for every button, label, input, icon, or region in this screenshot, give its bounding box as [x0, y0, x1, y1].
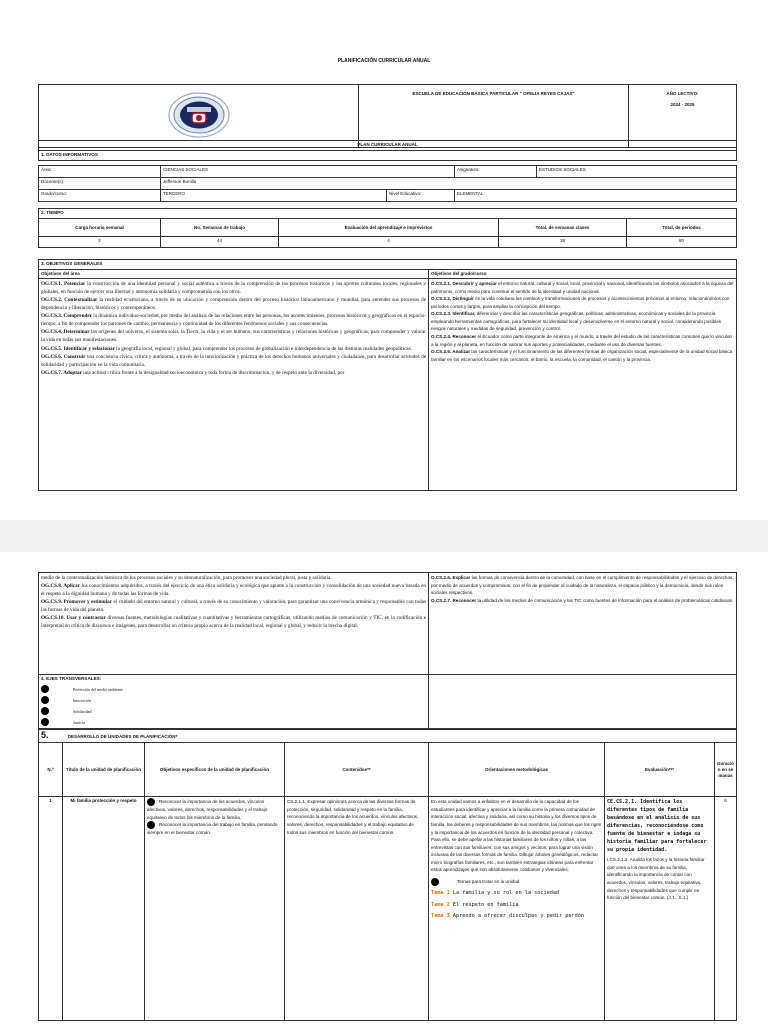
objetivos-heading: 3. OBJETIVOS GENERALES — [39, 260, 737, 270]
school-name: ESCUELA DE EDUCACIÓN BÁSICA PARTICULAR " OFELIA REYES CAJAS" — [359, 85, 629, 148]
grado-label: Grado/curso: — [39, 190, 161, 202]
objetivo-area-item: OG.CS.9. Promover y estimular el cuidado del entorno natural y cultural, a través de su conocimiento y valoración, para garantizar una convivencia armónica y responsable con todas las formas de vida del planeta. — [41, 599, 426, 614]
objetivos-grado-title: Objetivos del grado/curso — [429, 270, 737, 279]
bullet-icon — [147, 798, 155, 806]
unidades-table — [38, 728, 737, 1021]
tiempo-value-semanas: 44 — [161, 237, 279, 248]
bullet-icon — [147, 821, 155, 829]
unit-header-num: N.º — [39, 743, 63, 797]
tiempo-heading: 2. TIEMPO — [39, 209, 737, 219]
docente-value: Jefferson Bonilla — [161, 178, 737, 190]
tiempo-value-carga: 2 — [39, 237, 161, 248]
objetivo-grado-item: O.CS.2.7. Reconocer la utilidad de los medios de comunicación y las TIC como fuentes de información para el análisis de problemáticas cotidianas. — [431, 597, 734, 603]
eje-item: Justicia — [41, 717, 426, 728]
eje-item: Protección del medio ambiente — [41, 684, 426, 695]
section5-heading — [39, 729, 737, 743]
objetivos-area-list-continued — [39, 573, 429, 675]
tiempo-header-carga: Carga horaria semanal — [39, 219, 161, 237]
tema-item: Tema 2 El respeto en familia — [431, 901, 519, 908]
unit-duracion: 6 — [715, 797, 737, 1021]
school-logo-cell — [39, 85, 359, 148]
header-table — [38, 84, 737, 148]
objetivo-area-item: OG.CS.1. Potenciar la construcción de una identidad personal y social auténtica a través de la comprensión de los procesos históricos y los aportes culturales locales, regionales y globales, en función de ejercer una libertad y autonomía solidaria y comprometida con los otros. — [41, 281, 426, 296]
objetivo-area-item: OG.CS.2. Contextualizar la realidad ecuatoriana, a través de su ubicación y comprensión dentro del proceso histórico latinoamericano y mundial, para entender sus procesos de dependencia y liberación, históricos y contemporáneos. — [41, 297, 427, 312]
school-logo — [168, 92, 230, 138]
ejes-empty-cell — [429, 675, 737, 730]
objetivo-area-item: OG.CS.7. Adoptar una actitud crítica frente a la desigualdad socioeconómica y toda forma de discriminación, y de respeto ante la diversidad, por — [41, 369, 345, 376]
bullet-icon — [41, 707, 49, 715]
objetivo-area-item: OG.CS.4. Determinar los orígenes del universo, el sistema solar, la Tierra, la vida y el ser humano, sus características y relaciones históricas y geográficas, para comprender y valorar la vida en todas sus manifestaciones. — [41, 329, 426, 344]
tema-item: Tema 3 Aprendo a ofrecer disculpas y pedir perdón — [431, 913, 585, 920]
unit-num: 1 — [39, 797, 63, 1021]
objetivo-area-item: OG.CS.5. Identificar y relacionar la geografía local, regional y global, para comprender los procesos de globalización e interdependencia de las distintas realidades geopolíticas. — [41, 345, 412, 352]
unit-contenidos: CS.2.1.1. Expresar opiniones acerca de las diversas formas de protección, seguridad, solidaridad y respeto en la familia, reconociendo la importancia de los acuerdos, vínculos afectivos, valores, derechos, responsabilidades y el trabajo equitativo de todos sus miembros en función del bienestar común. — [285, 797, 429, 1021]
section5-number: 5. — [41, 730, 49, 740]
tiempo-table — [38, 208, 737, 248]
unit-objetivo-1: Reconocer la importancia de los acuerdos, vínculos afectivos, valores, derechos, responsabilidades y el trabajo equitativo de todos los miembros de la familia. — [147, 799, 268, 820]
objetivos-grado-list — [429, 279, 737, 491]
unit-orientaciones-text: En esta unidad vamos a enfatizar en el desarrollo de la capacidad de los estudiantes para identificar y apreciar a la familia como la primera comunidad de interacción social, afectiva y solidaria, así como su historia y los diversos tipos de familia, los deberes y responsabilidades de sus miembros, las normas que los rigen y la importancia de los acuerdos en función de la identidad personal y colectiva. Para ello, se debe apelar a las historias familiares de los niños y niñas, a las entrevistas con sus familiares, con sus amigos y vecinos, para lograr una visión inclusiva de las diversas formas de familia. Dibujar árboles genealógicos, redactar micro biografías familiares, etc., son también estrategias idóneas para enfrentar estos aprendizajes que son absolutamente cotidianos y vivenciales. — [431, 799, 602, 873]
objetivos-area-list — [39, 279, 429, 491]
objetivos-area-title: Objetivos del área — [39, 270, 429, 279]
tiempo-header-semanas: No. Semanas de trabajo — [161, 219, 279, 237]
school-year-value: 2024 - 2025 — [670, 101, 695, 107]
objetivo-area-lead: medio de la contextualización histórica de los procesos sociales y su desnaturalización, para promover una sociedad plural, justa y solidaria. — [41, 575, 332, 581]
document-title: PLANIFICACIÓN CURRICULAR ANUAL — [337, 58, 431, 64]
unit-objetivos — [145, 797, 285, 1021]
objetivo-grado-item: O.CS.2.6. Explicar las formas de convivencia dentro de la comunidad, con base en el cumplimiento de responsabilidades y el ejercicio de derechos, por medio de acuerdos y compromisos, con el fin de propender al cuidado de la naturaleza, el espacio público y la democracia, desde sus roles sociales respectivos. — [431, 575, 734, 596]
objetivo-area-item: OG.CS.10. Usar y contrastar diversas fuentes, metodologías cualitativas y cuantitativas y herramientas cartográficas, utilizando medios de comunicación y TIC, en la codificación e interpretación crítica de discursos e imágenes, para desarrollar un criterio propio acerca de la realidad local, regional y global, y reducir la brecha digital. — [41, 615, 426, 630]
unit-header-orientaciones: Orientaciones metodológicas — [429, 743, 605, 797]
ejes-heading: 4. EJES TRANSVERSALES: — [41, 676, 102, 681]
objetivo-grado-item: O.CS.2.5. Analizar las características y el funcionamiento de las diferentes formas de organización social, especialmente de la unidad social básica familiar en los escenarios locales más cercanos: el barrio, la escuela, la comunidad, el cantón y la provincia. — [431, 349, 733, 362]
objetivos-table — [38, 259, 737, 491]
unit-header-evaluacion: Evaluación*** — [605, 743, 715, 797]
unit-objetivo-2: Reconocer la importancia del trabajo en familia, pensando siempre en el bienestar común. — [147, 822, 278, 836]
objetivos-grado-list-continued — [429, 573, 737, 675]
area-label: Área: — [39, 166, 161, 178]
objetivo-area-item: OG.CS.3. Comprender la dinámica individuo-sociedad, por medio del análisis de las relaciones entre las personas, los acontecimientos, procesos históricos y geográficos en el espacio-tiempo, a fin de comprender los patrones de cambio, permanencia y continuidad de los diferentes fenómenos sociales y sus consecuencias. — [41, 313, 427, 328]
eje-item: Solidaridad — [41, 706, 426, 717]
docente-label: Docente(s): — [39, 178, 161, 190]
unit-title: Mi familia protección y respeto — [63, 797, 145, 1021]
plan-table — [38, 140, 737, 161]
plan-title: PLAN CURRICULAR ANUAL — [39, 141, 737, 151]
evaluacion-indicador: I.CS.2.1.2. Analiza los lazos y la historia familiar que unen a los miembros de su familia, identificando la importancia de contar con acuerdos, vínculos, valores, trabajo equitativo, derechos y responsabilidades que cumplir en función del bienestar común. (J.1., S.1.) — [607, 857, 705, 901]
objetivo-area-item: OG.CS.8. Aplicar los conocimientos adquiridos, a través del ejercicio de una ética solidaria y ecológica que apunte a la construcción y consolidación de una sociedad nueva basada en el respeto a la dignidad humana y de todas las formas de vida. — [41, 583, 426, 598]
temas-intro: Temas para tratar en la unidad. — [457, 879, 521, 885]
eje-item: Innovación — [41, 695, 426, 706]
nivel-label: Nivel Educativo: — [387, 190, 455, 202]
unit-header-duracion: Duración en semanas — [715, 743, 737, 797]
tiempo-header-total-semanas: Total, de semanas clases — [499, 219, 627, 237]
tiempo-header-total-periodos: Total, de periodos — [627, 219, 737, 237]
bullet-icon — [431, 878, 439, 886]
objetivo-grado-item: O.CS.2.1. Descubrir y apreciar el entorno natural, cultural y social, local, provincial y nacional, identificando los símbolos asociados a la riqueza del patrimonio, como medio para construir el sentido de la identidad y unidad nacional. — [431, 281, 734, 294]
ejes-cell — [39, 675, 429, 730]
school-year-cell — [629, 85, 737, 148]
objetivos-continued-table — [38, 572, 737, 730]
page-2 — [0, 552, 768, 1024]
bullet-icon — [41, 685, 49, 693]
datos-table — [38, 165, 737, 202]
datos-heading: 1. DATOS INFORMATIVOS — [39, 151, 737, 161]
unit-orientaciones — [429, 797, 605, 1021]
bullet-icon — [41, 718, 49, 726]
school-year-label: AÑO LECTIVO: — [666, 91, 699, 96]
objetivo-area-item: OG.CS.6. Construir una conciencia cívica, crítica y autónoma, a través de la interiorización y práctica de los derechos humanos universales y ciudadanos, para desarrollar actitudes de solidaridad y participación en la vida comunitaria. — [41, 353, 426, 368]
tiempo-value-total-periodos: 80 — [627, 237, 737, 248]
unit-header-objetivos: Objetivos específicos de la unidad de planificación — [145, 743, 285, 797]
asignatura-value: ESTUDIOS SOCIALES — [537, 166, 737, 178]
asignatura-label: Asignatura: — [455, 166, 537, 178]
tiempo-header-evaluacion: Evaluación del aprendizaje e imprevistos — [279, 219, 499, 237]
section5-title: DESARROLLO DE UNIDADES DE PLANIFICACIÓN* — [67, 734, 178, 739]
objetivo-grado-item: O.CS.2.3. Identificar, diferenciar y describir las características geográficas, políticas, administrativas, económicas y sociales de la provincia empleando herramientas cartográficas, para fortalecer su identidad local y desenvolverse en el entorno natural y social, considerando posibles riesgos naturales y medidas de seguridad, prevención y control. — [431, 311, 722, 332]
unit-header-contenidos: Contenidos** — [285, 743, 429, 797]
grado-value: TERCERO — [161, 190, 387, 202]
bullet-icon — [41, 696, 49, 704]
tema-item: Tema 1 La familia y su rol en la sociedad — [431, 890, 560, 897]
unit-evaluacion — [605, 797, 715, 1021]
area-value: CIENCIAS SOCIALES — [161, 166, 455, 178]
tiempo-value-evaluacion: 4 — [279, 237, 499, 248]
nivel-value: ELEMENTAL — [455, 190, 737, 202]
objetivo-grado-item: O.CS.2.4. Reconocer el Ecuador como parte integrante de América y el mundo, a través del estudio de las características comunes que lo vinculan a la región y al planeta, en función de valorar sus aportes y potencialidades, mediante el uso de diversas fuentes. — [431, 334, 733, 347]
objetivo-grado-item: O.CS.2.2. Distinguir en la vida cotidiana los cambios y transformaciones de procesos y acontecimientos próximos al entorno, relacionándolos con períodos cortos y largos, para ampliar la concepción del tiempo. — [431, 296, 730, 309]
unit-header-title: Título de la unidad de planificación — [63, 743, 145, 797]
evaluacion-criterio: CE.CS.2.1. Identifica los diferentes tipos de familia basándose en el análisis de sus diferencias, reconociéndose como fuente de bienestar e indaga su historia familiar para fortalecer su propia identidad. — [607, 799, 707, 854]
tiempo-value-total-semanas: 38 — [499, 237, 627, 248]
